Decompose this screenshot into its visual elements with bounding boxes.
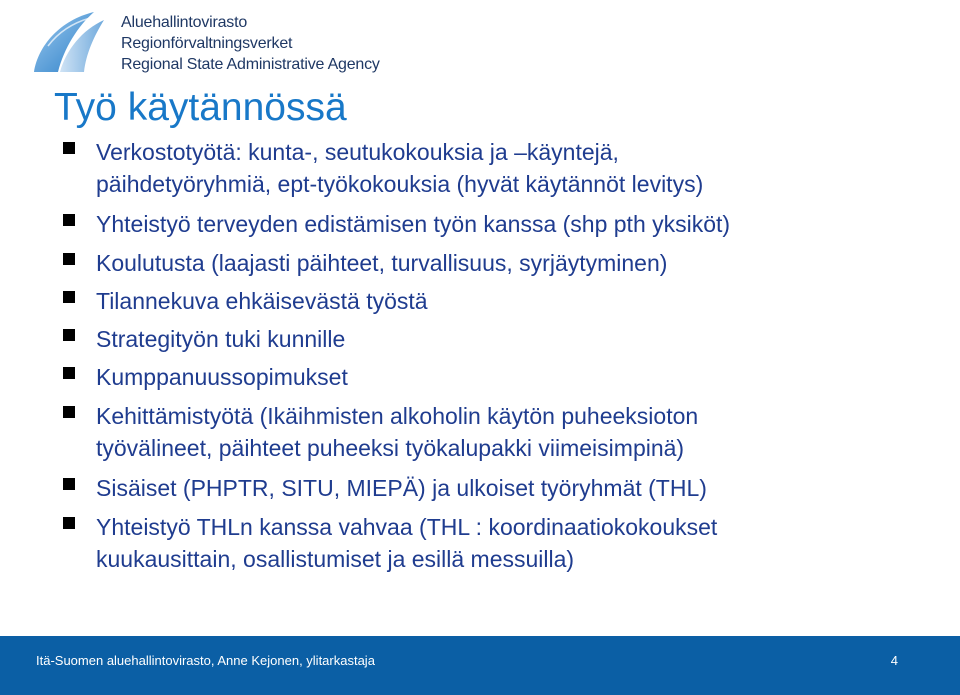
square-bullet-icon (63, 367, 75, 379)
bullet-line: Yhteistyö THLn kanssa vahvaa (THL : koordinaatiokokoukset (96, 514, 718, 540)
square-bullet-icon (63, 253, 75, 265)
header (0, 0, 960, 80)
bullet-line: Strategityön tuki kunnille (96, 326, 346, 352)
organization-names (121, 12, 380, 75)
square-bullet-icon (63, 478, 75, 490)
bullet-line: kuukausittain, osallistumiset ja esillä messuilla) (96, 546, 575, 572)
bullet-line: työvälineet, päihteet puheeksi työkalupakki viimeisimpinä) (96, 435, 685, 461)
bullet-line: Tilannekuva ehkäisevästä työstä (96, 288, 428, 314)
org-name-finnish: Aluehallintovirasto (121, 14, 248, 31)
bullet-line: Kehittämistyötä (Ikäihmisten alkoholin käytön puheeksioton (96, 403, 699, 429)
square-bullet-icon (63, 142, 75, 154)
square-bullet-icon (63, 329, 75, 341)
footer-bar (0, 636, 960, 695)
org-name-english: Regional State Administrative Agency (121, 56, 380, 73)
bullet-line: Sisäiset (PHPTR, SITU, MIEPÄ) ja ulkoiset työryhmät (THL) (96, 475, 707, 501)
bullet-line: päihdetyöryhmiä, ept-työkokouksia (hyvät käytännöt levitys) (96, 171, 704, 197)
bullet-line: Koulutusta (laajasti päihteet, turvallisuus, syrjäytyminen) (96, 250, 668, 276)
org-name-swedish: Regionförvaltningsverket (121, 35, 293, 52)
bullet-line: Yhteistyö terveyden edistämisen työn kanssa (shp pth yksiköt) (96, 211, 731, 237)
footer-text: Itä-Suomen aluehallintovirasto, Anne Kejonen, ylitarkastaja (36, 653, 375, 668)
square-bullet-icon (63, 406, 75, 418)
slide-title: Työ käytännössä (54, 86, 347, 129)
page-number: 4 (890, 653, 898, 668)
square-bullet-icon (63, 291, 75, 303)
square-bullet-icon (63, 214, 75, 226)
bullet-line: Verkostotyötä: kunta-, seutukokouksia ja –käyntejä, (96, 139, 619, 165)
regional-agency-logo-icon (30, 6, 110, 74)
square-bullet-icon (63, 517, 75, 529)
bullet-line: Kumppanuussopimukset (96, 364, 348, 390)
